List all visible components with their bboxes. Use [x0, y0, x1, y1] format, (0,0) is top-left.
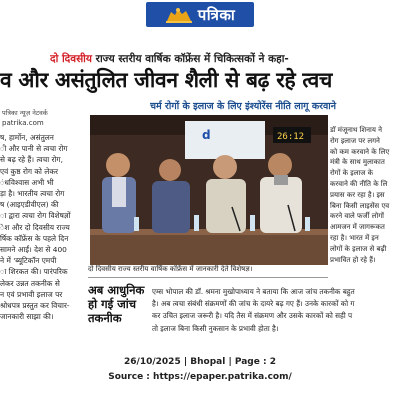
text-line: ी और पानी से त्वचा रोग	[0, 144, 68, 154]
text-line: से बढ़ रहे हैं। त्वचा रोग,	[0, 155, 63, 165]
masthead-logo	[146, 2, 254, 27]
text-line: रोगों के इलाज के	[330, 169, 374, 178]
story2-body	[152, 286, 400, 338]
text-line: प्रभावित हो रहे हैं।	[330, 255, 376, 264]
text-line: रहा है। भारत में इन	[330, 233, 379, 242]
text-line: ड़ा है। भारतीय त्वचा रोग	[0, 189, 65, 199]
backdrop-screen	[185, 121, 265, 159]
headline: व और असंतुलित जीवन शैली से बढ़ रहे त्वच	[0, 68, 333, 92]
left-column-text	[0, 132, 90, 332]
text-line: लेकर उन्नत तकनीक से	[0, 278, 60, 288]
text-line: ेश और दो दिवसीय राज्य	[0, 222, 70, 232]
text-line: मंत्री के साथ मुलाकात	[330, 158, 385, 167]
byline-site: patrika.com	[2, 119, 44, 127]
text-line: ने में 'ब्यूटिकॉन एमपी	[0, 256, 57, 266]
text-line: एम्स भोपाल की डॉ. श्रमना मुखोपाध्याय ने बताया कि आज जांच तकनीक बहुत	[152, 287, 355, 296]
text-line: एवं कुष्ठ रोग को लेकर	[0, 166, 59, 176]
text-line: करने वाले फर्जी लोगों	[330, 212, 384, 221]
story2-headline	[88, 283, 148, 325]
headline-line: हो गई जांच	[88, 297, 137, 311]
text-line: बिना किसी लाइसेंस एव	[330, 201, 390, 210]
byline-bureau: पत्रिका न्यूज़ नेटवर्क	[2, 109, 48, 117]
text-line: कर उचित इलाज जरूरी है। यदि तैस में संक्रमण और उसके कारकों को सही प	[152, 311, 353, 321]
text-line: तो इलाज बिना किसी नुकसान के प्रभावी होता है।	[152, 323, 279, 333]
text-line: श्रोधपत्र प्रस्तुत कर विचार-	[0, 301, 70, 311]
text-line: जानकारी साझा की।	[0, 312, 54, 322]
panel-photo-illustration	[90, 115, 328, 265]
text-line: ष (आइएडीवीएल) की	[0, 200, 59, 210]
text-line: रोग इलाज पर लगने	[330, 136, 380, 145]
right-column-text	[330, 125, 400, 275]
headline-line: तकनीक	[88, 311, 122, 325]
text-line: ा द्वारा त्वचा रोग विशेषज्ञों	[0, 211, 71, 221]
text-line: डॉ मंजूनाथ शिनाय ने	[330, 126, 383, 134]
lion-emblem-icon	[165, 6, 193, 24]
headline-line: अब आधुनिक	[88, 283, 145, 297]
text-line: को कम करवाने के लिए	[330, 147, 390, 156]
footer-dateline: 26/10/2025 | Bhopal | Page : 2	[124, 357, 276, 367]
footer-source: Source : https://epaper.patrika.com/	[108, 372, 292, 382]
text-line: आमजन में जागरूकत	[330, 223, 385, 232]
text-line: करवाने की नीति के लि	[330, 179, 388, 188]
subheadline: चर्म रोगों के इलाज के लिए इंश्योरेंस नीति लागू करवाने	[150, 101, 337, 112]
text-line: सामने आईं। देश से 400	[0, 245, 67, 255]
masthead-name: पत्रिका	[197, 5, 236, 24]
text-line: न एवं प्रभावी इलाज पर	[0, 289, 63, 299]
text-line: ष, हार्मोन, असंतुलन	[0, 133, 54, 142]
photo-caption: दो दिवसीय राज्य स्तरीय वार्षिक कॉफ्रेंस में जानकारी देते विशेषज्ञ।	[88, 265, 328, 278]
backdrop-text: d	[202, 128, 211, 142]
kicker-highlight: दो दिवसीय	[50, 53, 92, 65]
text-line: प्रयास कर रहा है। इस	[330, 190, 385, 199]
text-line: र्षिक कॉफ्रेंस के पहले दिन	[0, 233, 69, 243]
text-line: ंधविश्वास अभी भी	[0, 177, 54, 187]
screen-timer: 26:12	[277, 132, 305, 142]
text-line: है। अब त्वचा संबंधी संक्रमणों की जांच के दायरे बढ़ गए हैं। उनके कारकों को ग	[152, 299, 355, 309]
kicker-line	[50, 52, 400, 66]
news-photo	[90, 115, 328, 265]
text-line: लोगों के इलाज से बढ़ी	[330, 244, 387, 253]
kicker-text: राज्य स्तरीय वार्षिक कॉफ्रेंस में चिकित्सकों ने कहा-	[92, 53, 289, 65]
text-line: ा शिरकत की। पारंपरिक	[0, 267, 68, 277]
